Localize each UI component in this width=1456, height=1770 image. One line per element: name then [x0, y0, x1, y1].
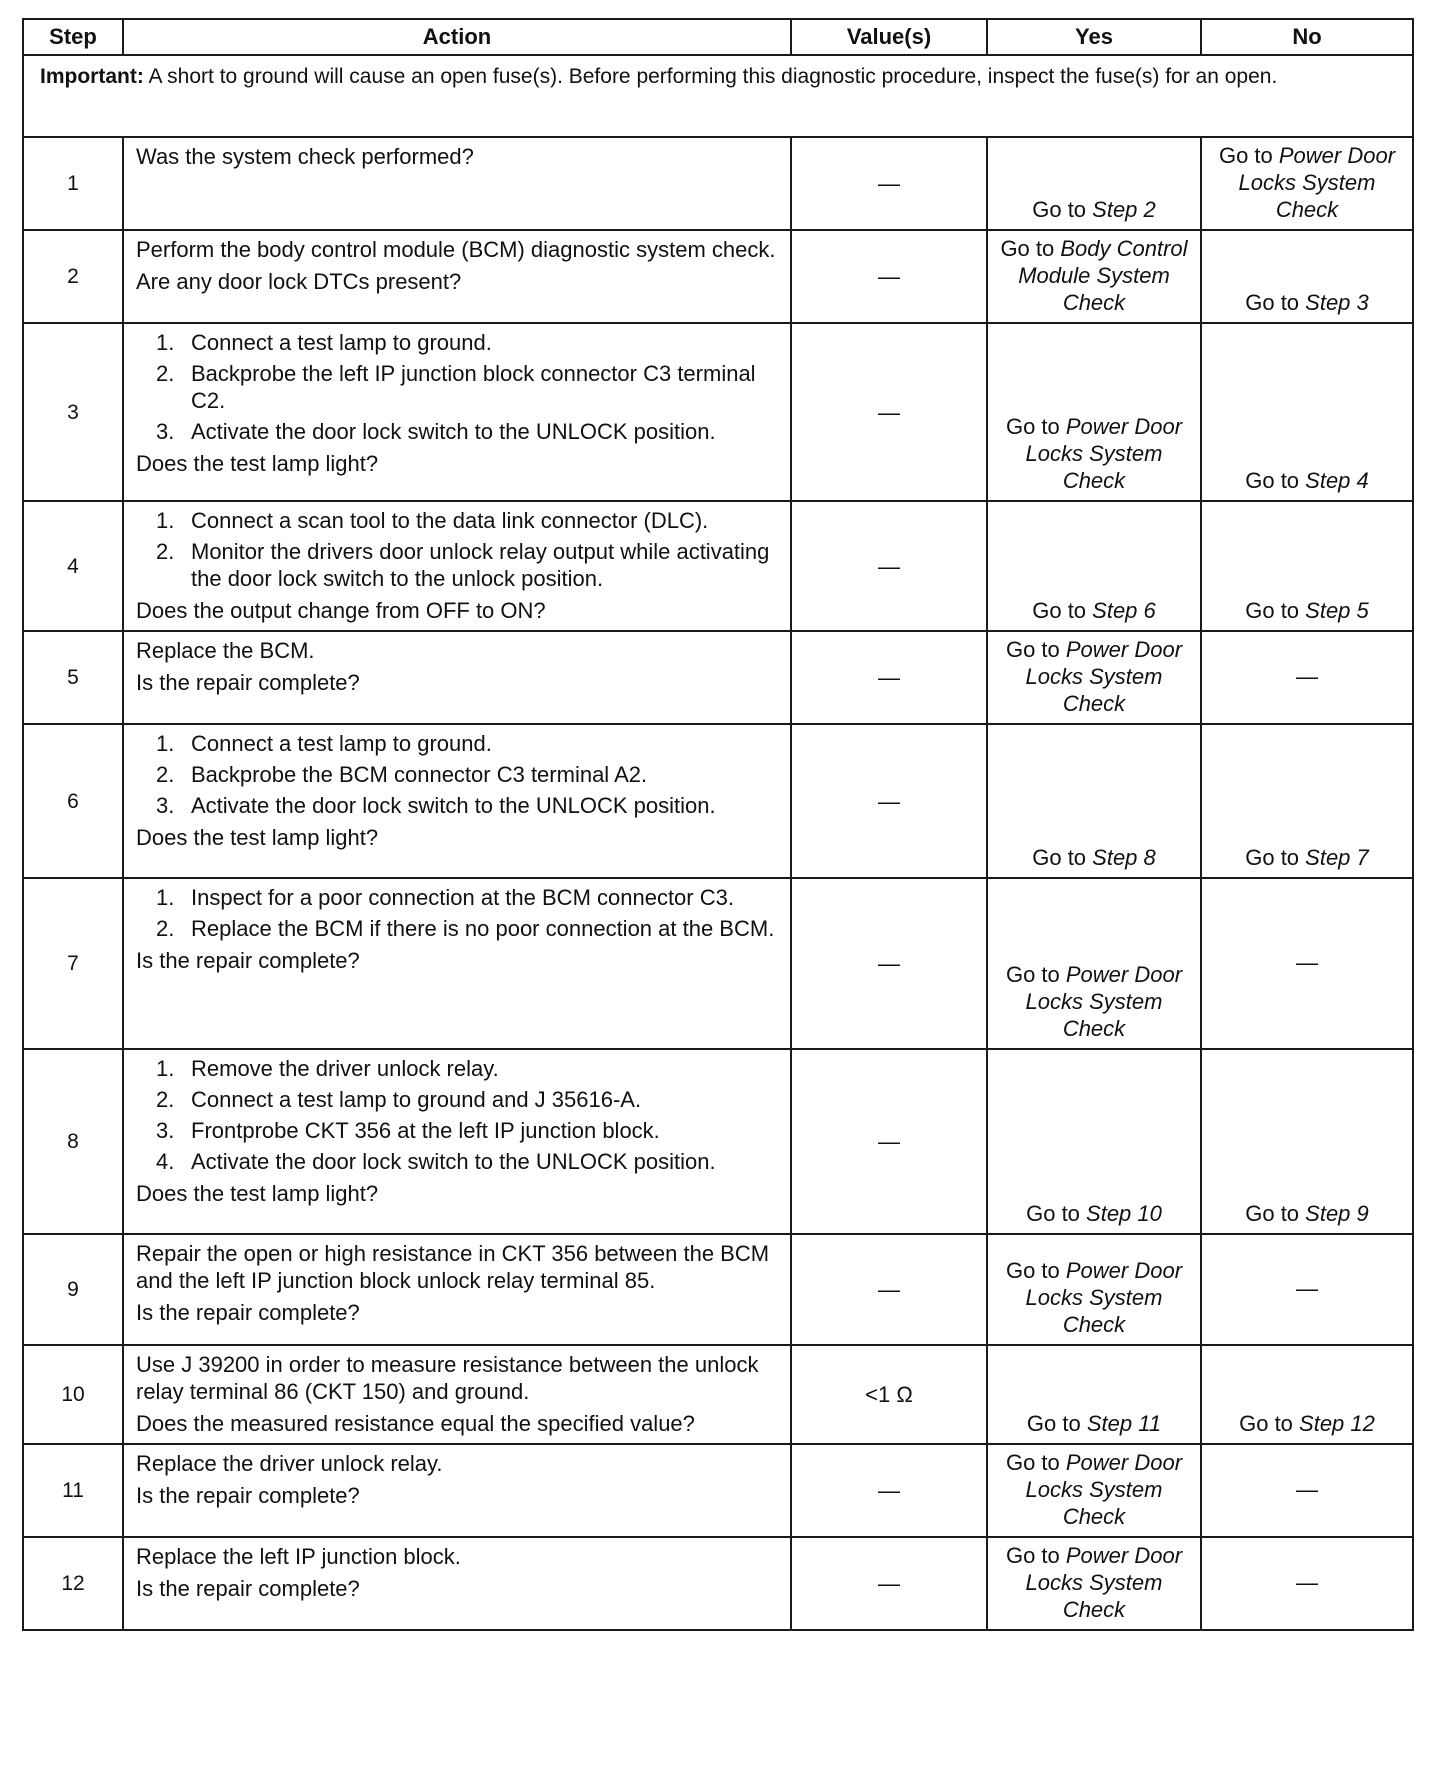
action-step-number: 3.	[156, 1118, 175, 1143]
action-step-number: 1.	[156, 1056, 175, 1081]
yes-outcome	[987, 878, 1201, 1049]
action-step-text: Backprobe the BCM connector C3 terminal A2.	[191, 762, 648, 787]
yes-target: Power Door Locks System Check	[1025, 414, 1183, 493]
action-step-number: 2.	[156, 916, 175, 941]
action-step-item	[136, 538, 780, 592]
no-outcome	[1201, 323, 1413, 501]
no-outcome	[1201, 501, 1413, 631]
step-number: 12	[23, 1537, 123, 1630]
diagnostic-step-row	[23, 878, 1413, 1049]
action-step-text: Remove the driver unlock relay.	[191, 1056, 499, 1081]
step-value: —	[791, 1537, 987, 1630]
step-action	[123, 230, 791, 323]
yes-go-to-label: Go to	[1005, 1450, 1066, 1475]
action-steps-list	[136, 329, 780, 445]
action-steps-list	[136, 884, 780, 942]
header-row	[23, 19, 1413, 55]
action-text: Replace the left IP junction block.	[136, 1544, 461, 1569]
yes-go-to-label: Go to	[1005, 1543, 1066, 1568]
yes-target: Step 2	[1092, 197, 1156, 222]
yes-go-to-label: Go to	[1005, 637, 1066, 662]
step-action	[123, 1234, 791, 1345]
action-step-item	[136, 730, 780, 757]
action-question: Is the repair complete?	[136, 1483, 360, 1508]
yes-target: Power Door Locks System Check	[1025, 1543, 1183, 1622]
no-go-to-label: Go to	[1245, 290, 1306, 315]
action-text: Repair the open or high resistance in CKT 356 between the BCM and the left IP junction block unlock relay terminal 85.	[136, 1241, 770, 1293]
step-value: <1 Ω	[791, 1345, 987, 1444]
action-steps-list	[136, 1055, 780, 1175]
action-step-number: 2.	[156, 361, 175, 386]
yes-outcome	[987, 323, 1201, 501]
diagnostic-step-row	[23, 1537, 1413, 1630]
yes-outcome	[987, 1444, 1201, 1537]
step-action	[123, 1537, 791, 1630]
action-steps-list	[136, 507, 780, 592]
action-question: Does the test lamp light?	[136, 1181, 379, 1206]
important-note	[23, 55, 1413, 137]
action-question: Is the repair complete?	[136, 1300, 360, 1325]
step-number: 4	[23, 501, 123, 631]
yes-go-to-label: Go to	[1026, 1201, 1087, 1226]
no-go-to-label: Go to	[1239, 1411, 1300, 1436]
action-step-text: Activate the door lock switch to the UNLOCK position.	[191, 419, 716, 444]
yes-outcome	[987, 501, 1201, 631]
diagnostic-step-row	[23, 230, 1413, 323]
step-value: —	[791, 878, 987, 1049]
no-go-to-label: Go to	[1218, 143, 1279, 168]
diagnostic-step-row	[23, 1234, 1413, 1345]
action-step-item	[136, 884, 780, 911]
action-step-text: Connect a scan tool to the data link connector (DLC).	[191, 508, 709, 533]
action-step-item	[136, 1086, 780, 1113]
action-question: Does the test lamp light?	[136, 451, 379, 476]
action-step-item	[136, 329, 780, 356]
action-text: Replace the driver unlock relay.	[136, 1451, 443, 1476]
yes-target: Body Control Module System Check	[1018, 236, 1188, 315]
action-step-text: Connect a test lamp to ground and J 35616-A.	[191, 1087, 642, 1112]
yes-target: Power Door Locks System Check	[1025, 962, 1183, 1041]
action-step-number: 1.	[156, 508, 175, 533]
step-action	[123, 1444, 791, 1537]
no-outcome	[1201, 230, 1413, 323]
yes-go-to-label: Go to	[1005, 414, 1066, 439]
yes-go-to-label: Go to	[1026, 1411, 1087, 1436]
action-question: Is the repair complete?	[136, 1576, 360, 1601]
step-value: —	[791, 501, 987, 631]
yes-target: Step 8	[1092, 845, 1156, 870]
no-outcome	[1201, 724, 1413, 878]
step-number: 8	[23, 1049, 123, 1234]
action-text: Replace the BCM.	[136, 638, 315, 663]
step-value: —	[791, 1049, 987, 1234]
no-outcome: —	[1201, 631, 1413, 724]
no-go-to-label: Go to	[1245, 845, 1306, 870]
action-question: Is the repair complete?	[136, 670, 360, 695]
step-number: 6	[23, 724, 123, 878]
no-target: Step 7	[1305, 845, 1369, 870]
step-number: 5	[23, 631, 123, 724]
step-action	[123, 878, 791, 1049]
diagnostic-table	[22, 18, 1414, 1631]
diagnostic-step-row	[23, 323, 1413, 501]
diagnostic-step-row	[23, 1049, 1413, 1234]
yes-target: Step 11	[1086, 1411, 1162, 1436]
step-number: 1	[23, 137, 123, 230]
action-step-item	[136, 360, 780, 414]
action-question: Does the measured resistance equal the specified value?	[136, 1411, 695, 1436]
no-target: Step 5	[1305, 598, 1369, 623]
action-step-text: Inspect for a poor connection at the BCM connector C3.	[191, 885, 734, 910]
yes-outcome	[987, 1345, 1201, 1444]
step-value: —	[791, 1444, 987, 1537]
step-number: 9	[23, 1234, 123, 1345]
action-step-number: 3.	[156, 793, 175, 818]
step-number: 2	[23, 230, 123, 323]
no-target: Step 9	[1305, 1201, 1369, 1226]
yes-target: Power Door Locks System Check	[1025, 1450, 1183, 1529]
action-question: Are any door lock DTCs present?	[136, 269, 462, 294]
important-label: Important:	[40, 65, 144, 88]
step-value: —	[791, 1234, 987, 1345]
action-question: Is the repair complete?	[136, 948, 360, 973]
step-number: 11	[23, 1444, 123, 1537]
step-action	[123, 1345, 791, 1444]
action-steps-list	[136, 730, 780, 819]
no-outcome: —	[1201, 878, 1413, 1049]
action-text: Use J 39200 in order to measure resistance between the unlock relay terminal 86 (CKT 150) and ground.	[136, 1352, 759, 1404]
no-outcome	[1201, 1345, 1413, 1444]
action-step-text: Monitor the drivers door unlock relay output while activating the door lock switch to the unlock position.	[191, 539, 770, 591]
header-yes: Yes	[987, 19, 1201, 55]
step-action	[123, 631, 791, 724]
yes-target: Step 6	[1092, 598, 1156, 623]
yes-outcome	[987, 1537, 1201, 1630]
action-step-text: Replace the BCM if there is no poor connection at the BCM.	[191, 916, 775, 941]
step-number: 3	[23, 323, 123, 501]
step-value: —	[791, 230, 987, 323]
action-step-item	[136, 1148, 780, 1175]
yes-outcome	[987, 1049, 1201, 1234]
yes-target: Power Door Locks System Check	[1025, 637, 1183, 716]
no-outcome: —	[1201, 1444, 1413, 1537]
action-step-item	[136, 761, 780, 788]
no-go-to-label: Go to	[1245, 598, 1306, 623]
action-step-text: Connect a test lamp to ground.	[191, 330, 492, 355]
action-step-text: Backprobe the left IP junction block connector C3 terminal C2.	[191, 361, 756, 413]
step-value: —	[791, 323, 987, 501]
action-text: Perform the body control module (BCM) diagnostic system check.	[136, 237, 776, 262]
no-go-to-label: Go to	[1245, 468, 1306, 493]
diagnostic-table-container	[22, 18, 1412, 1631]
diagnostic-step-row	[23, 631, 1413, 724]
step-number: 7	[23, 878, 123, 1049]
diagnostic-step-row	[23, 724, 1413, 878]
action-step-item	[136, 418, 780, 445]
no-target: Step 4	[1305, 468, 1369, 493]
action-question: Does the output change from OFF to ON?	[136, 598, 546, 623]
no-outcome	[1201, 1049, 1413, 1234]
yes-outcome	[987, 137, 1201, 230]
header-step: Step	[23, 19, 123, 55]
yes-target: Power Door Locks System Check	[1025, 1258, 1183, 1337]
step-action	[123, 1049, 791, 1234]
important-text: A short to ground will cause an open fuse(s). Before performing this diagnostic procedure, inspect the fuse(s) for an open.	[143, 65, 1278, 88]
important-note-row	[23, 55, 1413, 137]
action-step-item	[136, 507, 780, 534]
step-value: —	[791, 631, 987, 724]
yes-go-to-label: Go to	[1032, 197, 1093, 222]
step-value: —	[791, 137, 987, 230]
action-text: Was the system check performed?	[136, 144, 474, 169]
no-target: Power Door Locks System Check	[1238, 143, 1396, 222]
step-action	[123, 501, 791, 631]
action-step-number: 1.	[156, 330, 175, 355]
action-question: Does the test lamp light?	[136, 825, 379, 850]
action-step-number: 1.	[156, 885, 175, 910]
action-step-number: 2.	[156, 539, 175, 564]
step-value: —	[791, 724, 987, 878]
yes-outcome	[987, 230, 1201, 323]
diagnostic-step-row	[23, 137, 1413, 230]
step-number: 10	[23, 1345, 123, 1444]
yes-go-to-label: Go to	[1000, 236, 1061, 261]
yes-go-to-label: Go to	[1005, 962, 1066, 987]
diagnostic-step-row	[23, 1444, 1413, 1537]
yes-go-to-label: Go to	[1032, 598, 1093, 623]
action-step-item	[136, 915, 780, 942]
header-action: Action	[123, 19, 791, 55]
yes-target: Step 10	[1086, 1201, 1162, 1226]
action-step-number: 2.	[156, 1087, 175, 1112]
action-step-item	[136, 1055, 780, 1082]
no-outcome: —	[1201, 1537, 1413, 1630]
no-outcome	[1201, 137, 1413, 230]
no-outcome: —	[1201, 1234, 1413, 1345]
action-step-item	[136, 792, 780, 819]
action-step-number: 4.	[156, 1149, 175, 1174]
action-step-text: Activate the door lock switch to the UNLOCK position.	[191, 793, 716, 818]
yes-go-to-label: Go to	[1032, 845, 1093, 870]
yes-outcome	[987, 1234, 1201, 1345]
step-action	[123, 323, 791, 501]
yes-outcome	[987, 724, 1201, 878]
yes-outcome	[987, 631, 1201, 724]
header-no: No	[1201, 19, 1413, 55]
action-step-text: Frontprobe CKT 356 at the left IP junction block.	[191, 1118, 660, 1143]
action-step-number: 3.	[156, 419, 175, 444]
action-step-number: 2.	[156, 762, 175, 787]
yes-go-to-label: Go to	[1005, 1258, 1066, 1283]
no-target: Step 12	[1299, 1411, 1375, 1436]
header-values: Value(s)	[791, 19, 987, 55]
no-go-to-label: Go to	[1245, 1201, 1306, 1226]
step-action	[123, 137, 791, 230]
diagnostic-step-row	[23, 1345, 1413, 1444]
action-step-text: Connect a test lamp to ground.	[191, 731, 492, 756]
action-step-number: 1.	[156, 731, 175, 756]
no-target: Step 3	[1305, 290, 1369, 315]
action-step-item	[136, 1117, 780, 1144]
diagnostic-step-row	[23, 501, 1413, 631]
step-action	[123, 724, 791, 878]
action-step-text: Activate the door lock switch to the UNLOCK position.	[191, 1149, 716, 1174]
